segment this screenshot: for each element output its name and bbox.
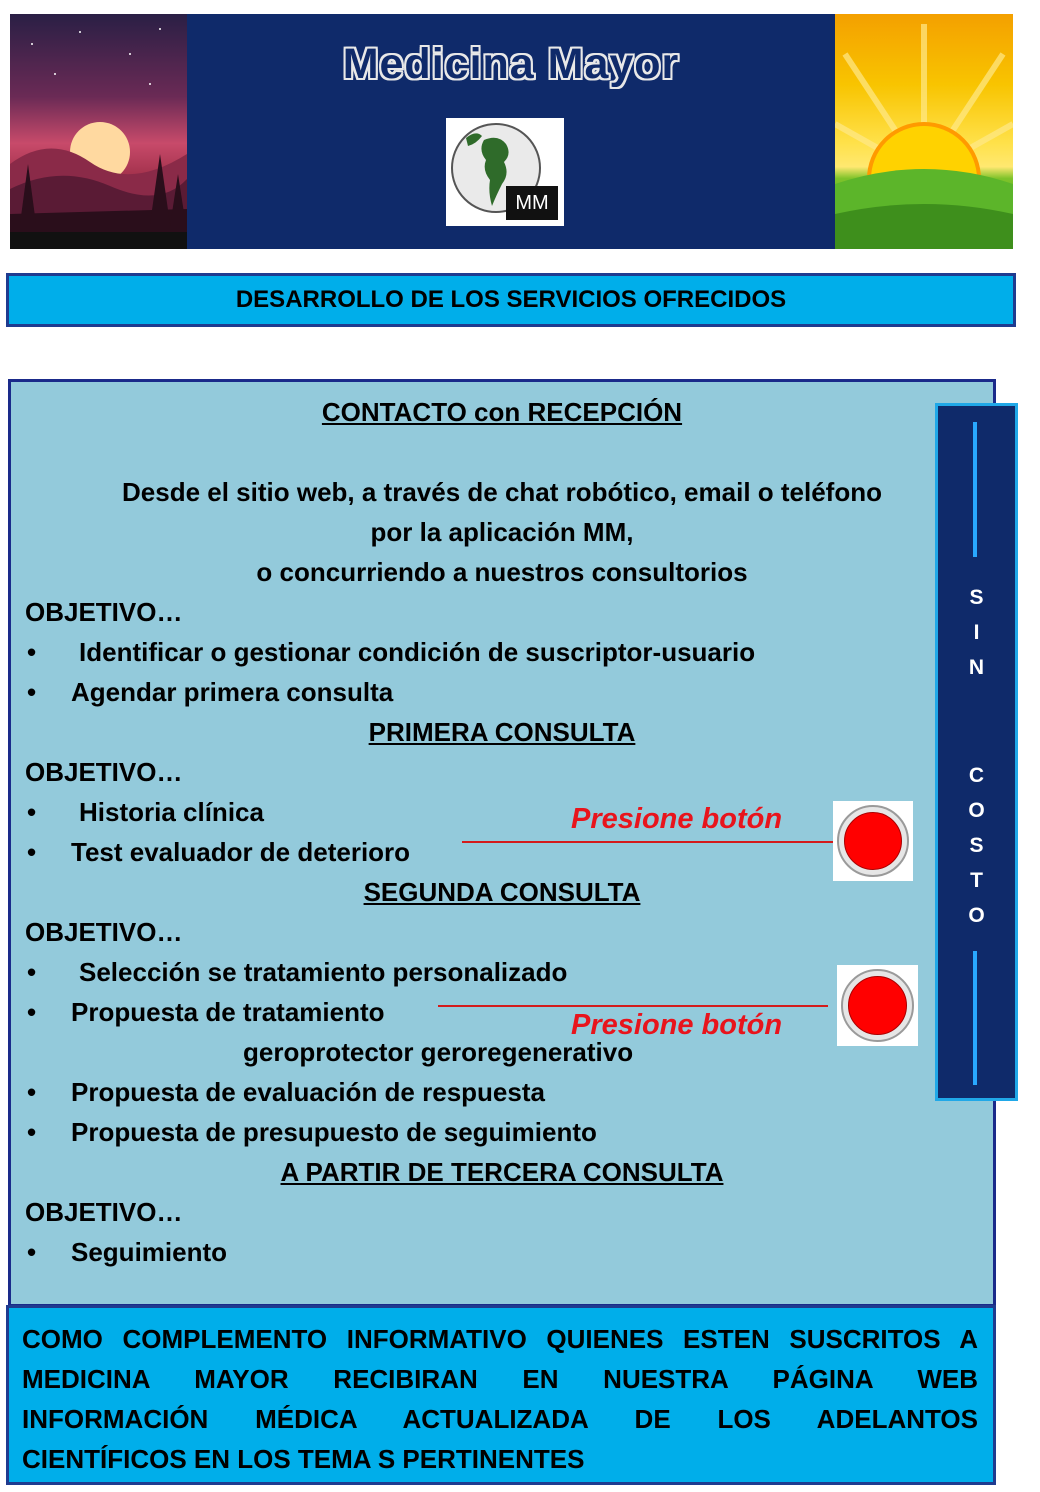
footer-line-3: INFORMACIÓN MÉDICA ACTUALIZADA DE LOS ADELANTOS bbox=[22, 1404, 978, 1434]
red-button-1[interactable] bbox=[833, 801, 913, 881]
logo-mm-label: MM bbox=[506, 186, 558, 220]
segunda-bullet-1: Selección se tratamiento personalizado bbox=[79, 957, 568, 987]
globe-logo bbox=[446, 118, 564, 226]
segunda-bullet-3: Propuesta de evaluación de respuesta bbox=[71, 1077, 545, 1107]
sin-letter: N bbox=[968, 656, 985, 679]
brand-title: Medicina Mayor bbox=[342, 40, 680, 88]
footer-line-1: COMO COMPLEMENTO INFORMATIVO QUIENES ESTEN SUSCRITOS A bbox=[22, 1324, 978, 1354]
tercera-objective: OBJETIVO… bbox=[25, 1197, 183, 1227]
press-button-label-2: Presione botón bbox=[571, 1009, 783, 1041]
press-button-label-1: Presione botón bbox=[571, 803, 783, 835]
bullet-icon: • bbox=[27, 1237, 37, 1267]
divider-line bbox=[973, 422, 977, 557]
tercera-heading: A PARTIR DE TERCERA CONSULTA bbox=[280, 1157, 724, 1187]
primera-bullet-1: Historia clínica bbox=[79, 797, 264, 827]
segunda-objective: OBJETIVO… bbox=[25, 917, 183, 947]
night-sunset-image bbox=[10, 14, 187, 249]
sin-costo-tag bbox=[935, 403, 1018, 1101]
costo-letter: T bbox=[970, 869, 983, 892]
costo-letter: O bbox=[968, 799, 985, 822]
costo-letter: S bbox=[969, 834, 984, 857]
bullet-icon: • bbox=[27, 997, 37, 1027]
segunda-heading: SEGUNDA CONSULTA bbox=[363, 877, 641, 907]
contacto-heading: CONTACTO con RECEPCIÓN bbox=[321, 397, 683, 427]
bullet-icon: • bbox=[27, 797, 37, 827]
primera-objective: OBJETIVO… bbox=[25, 757, 183, 787]
bullet-icon: • bbox=[27, 837, 37, 867]
divider-line bbox=[973, 951, 977, 1085]
primera-heading: PRIMERA CONSULTA bbox=[368, 717, 636, 747]
tercera-bullet-1: Seguimiento bbox=[71, 1237, 228, 1267]
bullet-icon: • bbox=[27, 1077, 37, 1107]
footer-notice bbox=[6, 1305, 996, 1485]
contacto-bullet-1: Identificar o gestionar condición de suscriptor-usuario bbox=[79, 637, 756, 667]
connector-line-1 bbox=[462, 841, 834, 843]
sin-letter: S bbox=[969, 586, 984, 609]
title-banner bbox=[187, 14, 835, 249]
contacto-line-1: Desde el sitio web, a través de chat robótico, email o teléfono bbox=[122, 477, 882, 507]
red-circle-icon bbox=[848, 976, 907, 1035]
section-title-bar bbox=[6, 273, 1016, 327]
header-banner bbox=[10, 14, 1013, 249]
red-button-2[interactable] bbox=[837, 965, 918, 1046]
segunda-bullet-2: Propuesta de tratamiento bbox=[71, 997, 385, 1027]
contacto-objective: OBJETIVO… bbox=[25, 597, 183, 627]
bullet-icon: • bbox=[27, 677, 37, 707]
footer-line-4: CIENTÍFICOS EN LOS TEMA S PERTINENTES bbox=[22, 1444, 585, 1474]
sunrise-image bbox=[835, 14, 1013, 249]
segunda-bullet-4: Propuesta de presupuesto de seguimiento bbox=[71, 1117, 597, 1147]
contacto-line-3: o concurriendo a nuestros consultorios bbox=[256, 557, 748, 587]
footer-line-2: MEDICINA MAYOR RECIBIRAN EN NUESTRA PÁGINA WEB bbox=[22, 1364, 978, 1394]
bullet-icon: • bbox=[27, 957, 37, 987]
segunda-bullet-2-cont: geroprotector geroregenerativo bbox=[243, 1037, 634, 1067]
primera-bullet-2: Test evaluador de deterioro bbox=[71, 837, 411, 867]
contacto-line-2: por la aplicación MM, bbox=[370, 517, 634, 547]
bullet-icon: • bbox=[27, 637, 37, 667]
section-title: DESARROLLO DE LOS SERVICIOS OFRECIDOS bbox=[235, 286, 787, 313]
sin-letter: I bbox=[973, 621, 980, 644]
connector-line-2 bbox=[438, 1005, 828, 1007]
contacto-bullet-2: Agendar primera consulta bbox=[71, 677, 394, 707]
costo-letter: C bbox=[968, 764, 985, 787]
bullet-icon: • bbox=[27, 1117, 37, 1147]
costo-letter: O bbox=[968, 904, 985, 927]
red-circle-icon bbox=[844, 812, 902, 870]
